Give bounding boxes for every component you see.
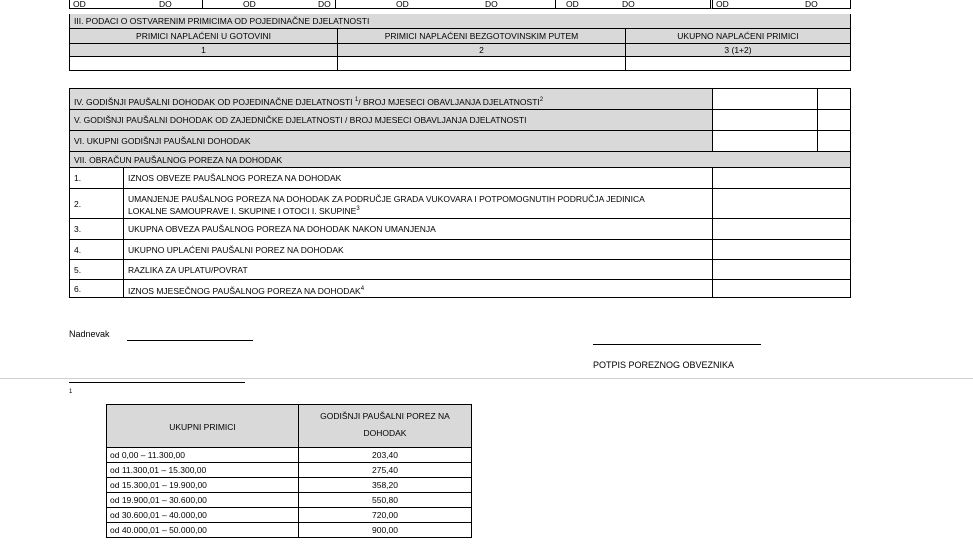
noncash-value-field[interactable] bbox=[337, 57, 625, 71]
ft-tax-cell: 275,40 bbox=[298, 463, 472, 478]
calc-row-number: 1. bbox=[69, 168, 123, 189]
od-label: OD bbox=[202, 0, 244, 9]
do-label: DO bbox=[620, 0, 710, 9]
od-label: OD bbox=[69, 0, 119, 9]
date-field[interactable] bbox=[127, 340, 253, 341]
calc-row-label bbox=[123, 280, 712, 298]
footnote-separator bbox=[69, 382, 245, 383]
od-label: OD bbox=[335, 0, 445, 9]
calc-row-text: IZNOS OBVEZE PAUŠALNOG POREZA NA DOHODAK bbox=[128, 173, 342, 183]
calc-row-label bbox=[123, 168, 712, 189]
od-label: OD bbox=[555, 0, 620, 9]
col-cash-header: PRIMICI NAPLAĆENI U GOTOVINI bbox=[69, 29, 337, 44]
footnote-ref-2: 2 bbox=[539, 97, 544, 103]
col-noncash-header: PRIMICI NAPLAĆENI BEZGOTOVINSKIM PUTEM bbox=[337, 29, 625, 44]
cash-value-field[interactable] bbox=[69, 57, 337, 71]
calc-row-number: 5. bbox=[69, 260, 123, 280]
calc-row-text: UKUPNA OBVEZA PAUŠALNOG POREZA NA DOHODAK NAKON UMANJENJA bbox=[128, 224, 436, 234]
ft-tax-cell: 720,00 bbox=[298, 508, 472, 523]
section-vi-extra-field[interactable] bbox=[817, 131, 851, 152]
footnote-ref-1: 1 bbox=[354, 97, 359, 103]
section-v-title: V. GODIŠNJI PAUŠALNI DOHODAK OD ZAJEDNIČKE DJELATNOSTI / BROJ MJESECI OBAVLJANJA DJELATNOSTI bbox=[69, 110, 712, 131]
calc-row-label bbox=[123, 219, 712, 240]
ft-range-cell: od 40.000,01 – 50.000,00 bbox=[106, 523, 298, 538]
col-total-header: UKUPNO NAPLAĆENI PRIMICI bbox=[625, 29, 851, 44]
section-vi-title: VI. UKUPNI GODIŠNJI PAUŠALNI DOHODAK bbox=[69, 131, 712, 152]
calc-row-label bbox=[123, 260, 712, 280]
ft-header-porez: GODIŠNJI PAUŠALNI POREZ NA DOHODAK bbox=[298, 404, 472, 448]
ft-range-cell: od 19.900,01 – 30.600,00 bbox=[106, 493, 298, 508]
ft-header-primici: UKUPNI PRIMICI bbox=[106, 404, 298, 448]
calc-row-number: 6. bbox=[69, 280, 123, 298]
ft-tax-cell: 900,00 bbox=[298, 523, 472, 538]
calc-row-value-field[interactable] bbox=[712, 280, 851, 298]
footnote-ref-4: 4 bbox=[360, 286, 365, 292]
ft-range-cell: od 30.600,01 – 40.000,00 bbox=[106, 508, 298, 523]
calc-row-text: UKUPNO UPLAĆENI PAUŠALNI POREZ NA DOHODAK bbox=[128, 245, 344, 255]
calc-row-value-field[interactable] bbox=[712, 219, 851, 240]
section-v-value-field[interactable] bbox=[712, 110, 817, 131]
calc-row-label bbox=[123, 189, 712, 219]
col-number-3: 3 (1+2) bbox=[625, 44, 851, 57]
ft-tax-cell: 203,40 bbox=[298, 448, 472, 463]
ft-range-cell: od 0,00 – 11.300,00 bbox=[106, 448, 298, 463]
calc-row-value-field[interactable] bbox=[712, 260, 851, 280]
do-label: DO bbox=[800, 0, 851, 9]
ft-tax-cell: 358,20 bbox=[298, 478, 472, 493]
page-separator bbox=[0, 378, 973, 379]
ft-tax-cell: 550,80 bbox=[298, 493, 472, 508]
calc-row-number: 4. bbox=[69, 240, 123, 260]
ft-range-cell: od 11.300,01 – 15.300,00 bbox=[106, 463, 298, 478]
signature-line[interactable] bbox=[593, 344, 761, 345]
footnote-ref-3: 3 bbox=[356, 206, 360, 212]
calc-row-text: IZNOS MJESEČNOG PAUŠALNOG POREZA NA DOHODAK bbox=[128, 285, 361, 296]
calc-row-value-field[interactable] bbox=[712, 168, 851, 189]
section-iv-value-field[interactable] bbox=[712, 88, 817, 110]
col-number-1: 1 bbox=[69, 44, 337, 57]
section-iv-extra-field[interactable] bbox=[817, 88, 851, 110]
date-label: Nadnevak bbox=[69, 329, 110, 339]
footnote-marker: 1 bbox=[69, 389, 73, 395]
od-label: OD bbox=[710, 0, 800, 9]
section-iv-label: IV. GODIŠNJI PAUŠALNI DOHODAK OD POJEDINAČNE DJELATNOSTI bbox=[74, 96, 353, 107]
do-label: DO bbox=[244, 0, 335, 9]
section-vi-value-field[interactable] bbox=[712, 131, 817, 152]
calc-row-text: RAZLIKA ZA UPLATU/POVRAT bbox=[128, 265, 248, 275]
calc-row-text: UMANJENJE PAUŠALNOG POREZA NA DOHODAK ZA PODRUČJE GRADA VUKOVARA I POTPOMOGNUTIH PODRUČJA JEDINICA LOKALNE SAMOUPRAVE I. SKUPINE I OTOCI I. SKUPINE bbox=[128, 194, 645, 216]
section-iv-label-b: / BROJ MJESECI OBAVLJANJA DJELATNOSTI bbox=[358, 96, 540, 107]
signature-label: POTPIS POREZNOG OBVEZNIKA bbox=[593, 360, 735, 370]
calc-row-value-field[interactable] bbox=[712, 240, 851, 260]
section-iii-title: III. PODACI O OSTVARENIM PRIMICIMA OD POJEDINAČNE DJELATNOSTI bbox=[69, 14, 851, 29]
total-value-field[interactable] bbox=[625, 57, 851, 71]
section-vii-title: VII. OBRAČUN PAUŠALNOG POREZA NA DOHODAK bbox=[69, 152, 851, 168]
calc-row-value-field[interactable] bbox=[712, 189, 851, 219]
calc-row-label bbox=[123, 240, 712, 260]
do-label: DO bbox=[445, 0, 555, 9]
do-label: DO bbox=[119, 0, 202, 9]
ft-range-cell: od 15.300,01 – 19.900,00 bbox=[106, 478, 298, 493]
calc-row-number: 2. bbox=[69, 189, 123, 219]
section-v-extra-field[interactable] bbox=[817, 110, 851, 131]
col-number-2: 2 bbox=[337, 44, 625, 57]
section-iv-title bbox=[69, 88, 712, 110]
calc-row-number: 3. bbox=[69, 219, 123, 240]
